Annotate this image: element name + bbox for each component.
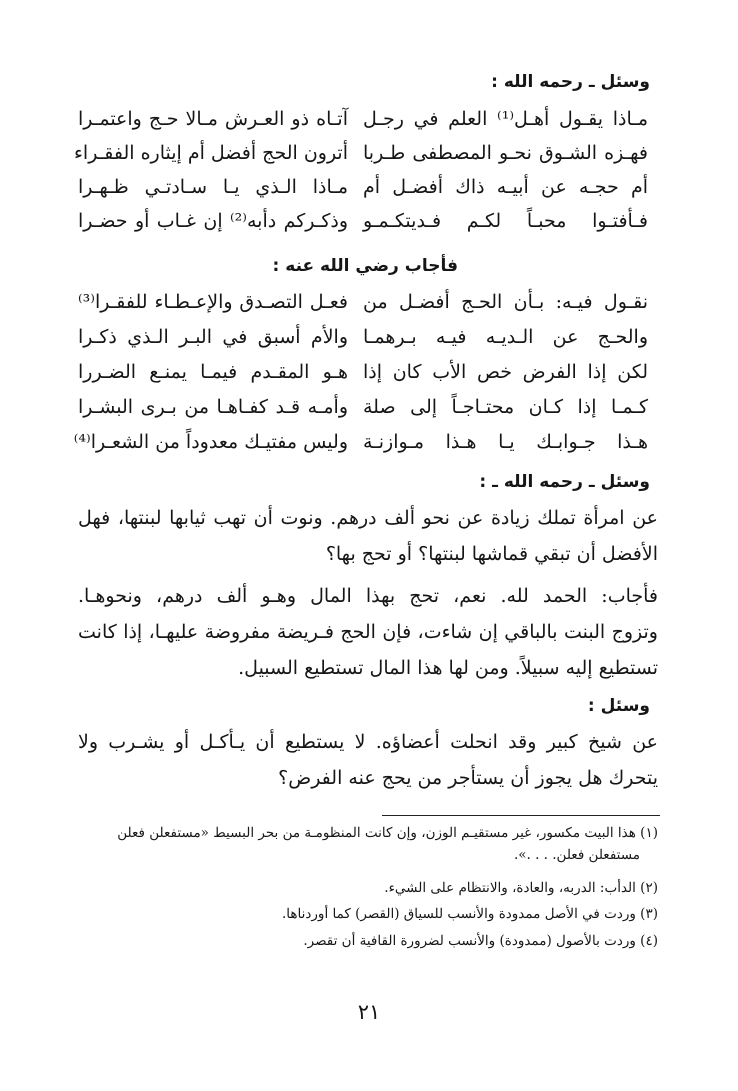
verse-q1-2-left: أترون الحج أفضل أم إيثاره الفقـراء — [73, 142, 348, 164]
verse-q1-1-left: آتـاه ذو العـرش مـالا حـج واعتمـرا — [78, 108, 348, 130]
question-2-heading: وسئل ـ رحمه الله ـ : — [479, 472, 650, 492]
footnote-3 — [73, 903, 658, 925]
verse-a1-4-right: كـمـا إذا كـان محتـاجـاً إلى صلة — [363, 396, 648, 418]
verse-a1-4-left: وأمـه قـد كفـاهـا من بـرى البشـرا — [78, 396, 348, 418]
question-1-heading: وسئل ـ رحمه الله : — [491, 72, 650, 92]
verse-a1-3-left: هـو المقـدم فيمـا يمنـع الضـررا — [78, 361, 348, 383]
verse-a1-5-right: هـذا جـوابـك يـا هـذا مـوازنـة — [363, 431, 648, 453]
paragraph-line: وتزوج البنت بالباقي إن شاءت، فإن الحج فـريضة مفروضة عليهـا، إذا كانت — [78, 621, 658, 643]
answer-1-heading: فأجاب رضي الله عنه : — [272, 256, 458, 276]
footnote-line: (٢) الدأب: الدربه، والعادة، والانتظام على الشيء. — [384, 880, 658, 896]
question-2-text — [78, 500, 658, 572]
verse-q1-4-right: فـأفتـوا محبـاً لكـم فـديتكـمـو — [363, 210, 648, 232]
page-number: ٢١ — [357, 1000, 381, 1024]
verse-a1-5-left: وليس مفتيـك معدوداً من الشعـرا⁽⁴⁾ — [73, 431, 348, 453]
verse-q1-1-right: مـاذا يقـول أهـل⁽¹⁾ العلم في رجـل — [363, 108, 649, 130]
paragraph-line: عن امرأة تملك زيادة عن نحو ألف درهم. ونوت أن تهب ثيابها لبنتها، فهل — [78, 507, 658, 529]
verse-q1-4-left: وذكـركم دأبه⁽²⁾ إن غـاب أو حضـرا — [78, 210, 348, 232]
paragraph-line: فأجاب: الحمد لله. نعم، تحج بهذا المال وهـو ألف درهم، ونحوهـا. — [78, 585, 658, 607]
verse-a1-2-right: والحـج عن الـديـه فيـه بـرهمـا — [363, 326, 648, 348]
footnote-1 — [73, 822, 658, 866]
verse-q1-2-right: فهـزه الشـوق نحـو المصطفى طـربا — [363, 142, 648, 164]
footnote-line: (٣) وردت في الأصل ممدودة والأنسب للسياق (القصر) كما أوردناها. — [282, 906, 658, 922]
footnote-divider — [382, 815, 660, 816]
paragraph-line: تستطيع إليه سبيلاً. ومن لها هذا المال تستطيع السبيل. — [238, 657, 658, 679]
footnote-line: (١) هذا البيت مكسور، غير مستقيـم الوزن، وإن كانت المنظومـة من بحر البسيط «مستفعلن فعلن — [117, 825, 658, 841]
question-3-heading: وسئل : — [587, 696, 650, 716]
footnote-4 — [73, 930, 658, 952]
paragraph-line: عن شيخ كبير وقد انحلت أعضاؤه. لا يستطيع أن يـأكـل أو يشـرب ولا — [78, 731, 658, 753]
verse-a1-1-left: فعـل التصـدق والإعـطـاء للفقـرا⁽³⁾ — [78, 291, 348, 313]
question-3-text — [78, 724, 658, 796]
footnote-line: مستفعلن فعلن. . . .». — [513, 847, 640, 863]
paragraph-line: يتحرك هل يجوز أن يستأجر من يحج عنه الفرض؟ — [278, 767, 658, 789]
verse-q1-3-right: أم حجـه عن أبيـه ذاك أفضـل أم — [363, 176, 648, 198]
verse-a1-2-left: والأم أسبق في البـر الـذي ذكـرا — [78, 326, 348, 348]
footnote-line: (٤) وردت بالأصول (ممدودة) والأنسب لضرورة القافية أن تقصر. — [303, 933, 658, 949]
footnote-2 — [73, 877, 658, 899]
answer-2-text — [78, 578, 658, 686]
paragraph-line: الأفضل أن تبقي قماشها لبنتها؟ أو تحج بها؟ — [325, 543, 658, 565]
verse-q1-3-left: مـاذا الـذي يـا سـادتـي ظـهـرا — [78, 176, 348, 198]
verse-a1-3-right: لكن إذا الفرض خص الأب كان إذا — [363, 361, 648, 383]
verse-a1-1-right: نقـول فيـه: بـأن الحـج أفضـل من — [363, 291, 648, 313]
